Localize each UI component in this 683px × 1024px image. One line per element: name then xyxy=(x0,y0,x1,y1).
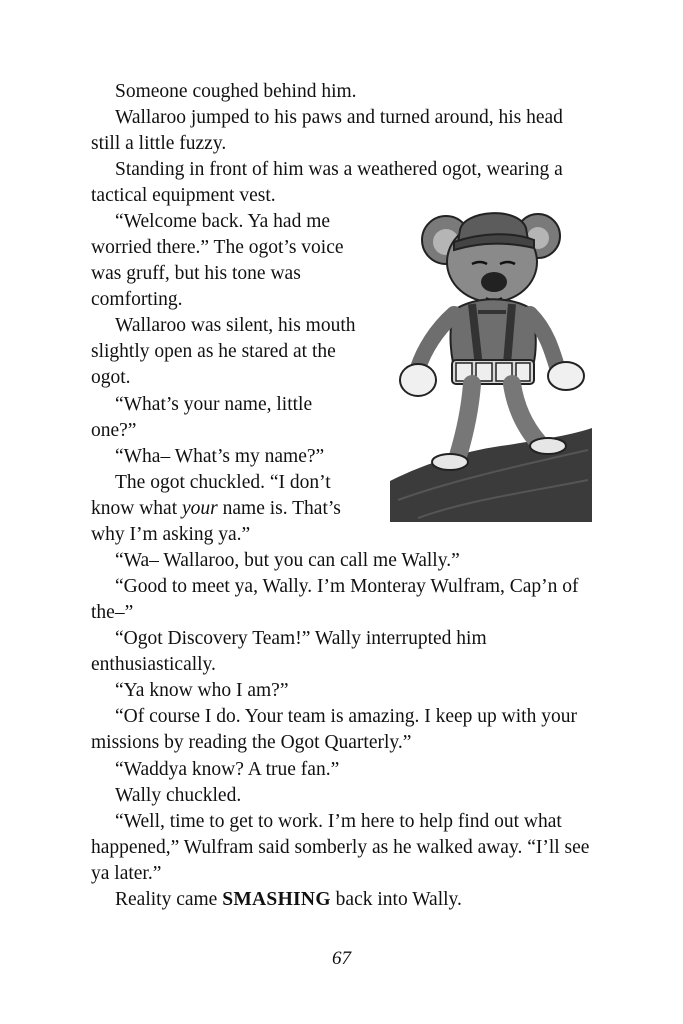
text-line: “Of course I do. Your team is amazing. I keep up with your xyxy=(115,706,577,727)
text-line: ya later.” xyxy=(91,863,162,884)
text-run: Reality came xyxy=(115,889,223,910)
text-line: ogot. xyxy=(91,367,131,388)
text-line: still a little fuzzy. xyxy=(91,133,227,154)
page-number: 67 xyxy=(332,948,351,969)
emphasis-text: SMASHING xyxy=(222,889,331,910)
text-line: worried there.” The ogot’s voice xyxy=(91,237,344,258)
text-line: “Ogot Discovery Team!” Wally interrupted him xyxy=(115,628,487,649)
text-line: “Welcome back. Ya had me xyxy=(115,211,331,232)
text-line: “What’s your name, little xyxy=(115,394,313,415)
text-line: comforting. xyxy=(91,289,183,310)
text-line: “Good to meet ya, Wally. I’m Monteray Wulfram, Cap’n of xyxy=(115,576,579,597)
text-line: happened,” Wulfram said somberly as he walked away. “I’ll see xyxy=(91,837,590,858)
text-line: “Waddya know? A true fan.” xyxy=(115,759,340,780)
text-line: one?” xyxy=(91,420,137,441)
text-line: the–” xyxy=(91,602,134,623)
ogot-soldier-illustration xyxy=(388,200,594,522)
text-run: name is. That’s xyxy=(217,498,341,519)
text-line: Wally chuckled. xyxy=(115,785,242,806)
text-line: Wallaroo jumped to his paws and turned around, his head xyxy=(115,107,563,128)
emphasis-text: your xyxy=(182,498,218,519)
text-line: slightly open as he stared at the xyxy=(91,341,336,362)
text-line: Standing in front of him was a weathered ogot, wearing a xyxy=(115,159,563,180)
text-line: Wallaroo was silent, his mouth xyxy=(115,315,356,336)
text-line xyxy=(115,887,462,913)
text-line: “Wa– Wallaroo, but you can call me Wally.” xyxy=(115,550,460,571)
text-run: know what xyxy=(91,498,182,519)
text-line: missions by reading the Ogot Quarterly.” xyxy=(91,732,412,753)
text-line: “Ya know who I am?” xyxy=(115,680,289,701)
text-line: enthusiastically. xyxy=(91,654,216,675)
text-line: “Well, time to get to work. I’m here to help find out what xyxy=(115,811,562,832)
text-line: why I’m asking ya.” xyxy=(91,524,251,545)
text-line xyxy=(91,496,341,522)
text-run: back into Wally. xyxy=(330,889,462,910)
text-line: “Wha– What’s my name?” xyxy=(115,446,325,467)
text-line: Someone coughed behind him. xyxy=(115,81,357,102)
text-line: tactical equipment vest. xyxy=(91,185,276,206)
text-line: The ogot chuckled. “I don’t xyxy=(115,472,331,493)
text-line: was gruff, but his tone was xyxy=(91,263,301,284)
